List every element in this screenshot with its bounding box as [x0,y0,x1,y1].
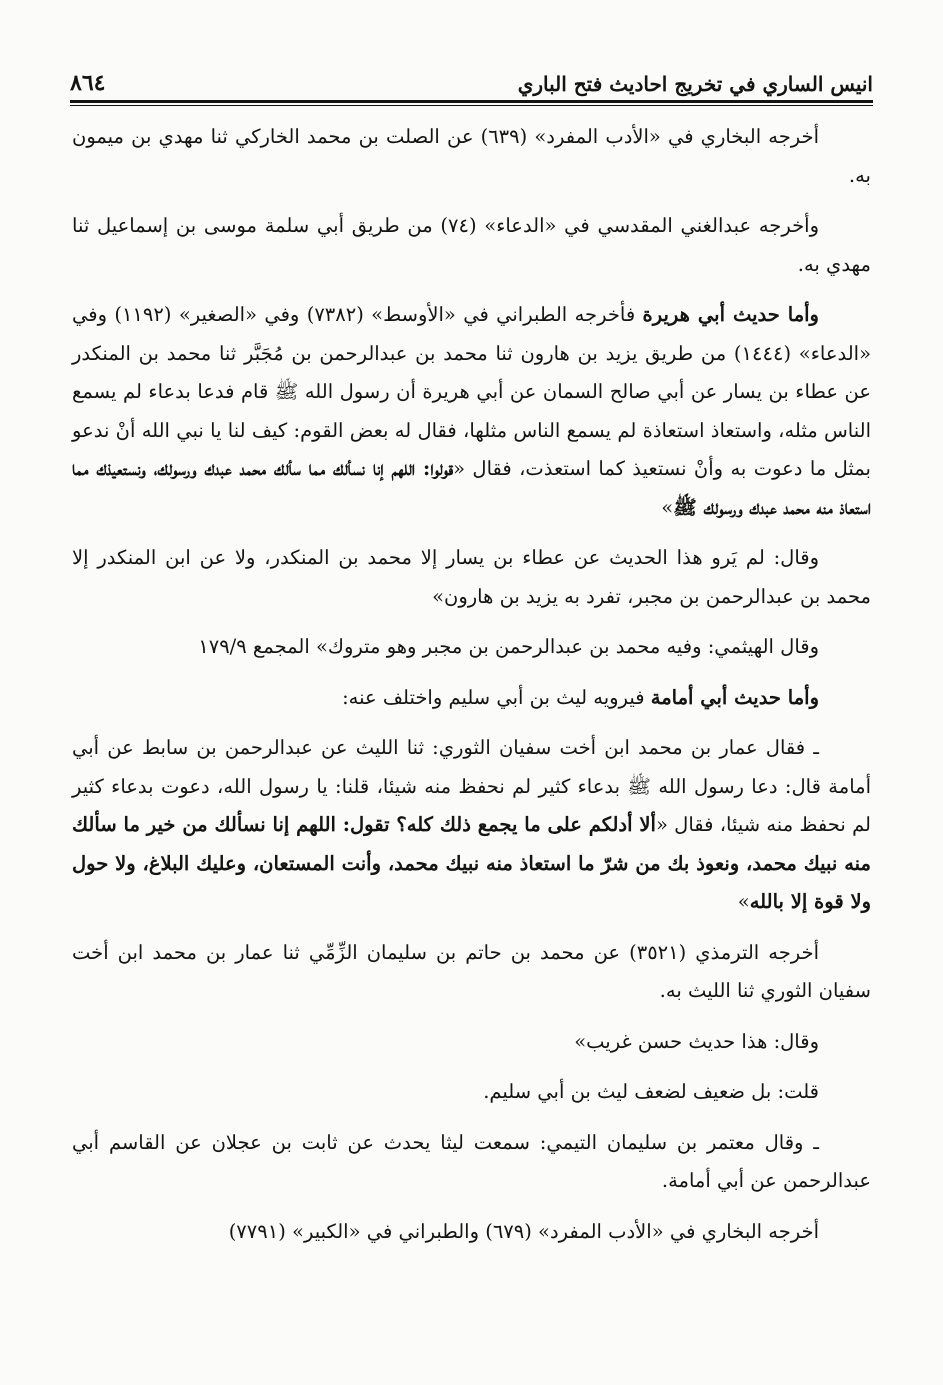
text-segment: وأخرجه عبدالغني المقدسي في «الدعاء» (٧٤) من طريق أبي سلمة موسى بن إسماعيل ثنا مهدي به. [72,214,871,276]
bold-text: ألا أدلكم على ما يجمع ذلك كله؟ تقول: اللهم إنا نسألك من خير ما سألك منه نبيك محمد، ونعوذ بك من شرّ ما استعاذ منه نبيك محمد، وأنت المستعان، وعليك البلاغ، ولا حول ولا قوة إلا بالله [72,813,871,913]
bold-text: وأما حديث أبي أمامة [650,685,819,709]
bold-text: وأما حديث أبي هريرة [642,303,819,326]
page-header [70,56,873,96]
text-segment: قلت: بل ضعيف لضعف ليث بن أبي سليم. [483,1080,819,1103]
text-segment: وقال: لم يَرو هذا الحديث عن عطاء بن يسار إلا محمد بن المنكدر، ولا عن ابن المنكدر إلا محمد بن عبدالرحمن بن مجبر، تفرد به يزيد بن هارون» [72,546,871,608]
page-number: ٨٦٤ [70,70,106,96]
paragraph [72,207,871,284]
paragraph [72,729,871,922]
paragraph [72,1213,871,1252]
paragraph [72,934,871,1011]
header-rule-thin [70,105,873,106]
text-segment: فيرويه ليث بن أبي سليم واختلف عنه: [342,685,651,709]
header-rule-thick [70,100,873,103]
text-segment: ـ وقال معتمر بن سليمان التيمي: سمعت ليثا يحدث عن ثابت بن عجلان عن القاسم أبي عبدالرحمن عن أبي أمامة. [72,1130,871,1192]
text-segment: » [661,495,674,519]
page-body [72,118,871,1263]
paragraph [72,296,871,527]
paragraph [72,1124,871,1201]
text-segment: ـ فقال عمار بن محمد ابن أخت سفيان الثوري: ثنا الليث عن عبدالرحمن بن سابط عن أبي أمامة قال: دعا رسول الله ﷺ بدعاء كثير لم نحفظ منه شيئا، قلنا: يا رسول الله، دعوت بدعاء كثير لم نحفظ منه شيئا، فقال « [72,736,872,836]
text-segment: أخرجه البخاري في «الأدب المفرد» (٦٧٩) والطبراني في «الكبير» (٧٧٩١) [228,1219,819,1243]
bold-text: قولوا: اللهم إنا نسألك مما سألك محمد عبدك ورسولك، ونستعيذك مما استعاذ منه محمد عبدك ورسولك ﷺ [72,457,871,519]
paragraph [72,1023,871,1062]
paragraph [72,628,871,667]
paragraph [72,679,871,718]
text-segment: » [737,890,750,913]
text-segment: وقال: هذا حديث حسن غريب» [574,1029,819,1053]
text-segment: أخرجه الترمذي (٣٥٢١) عن محمد بن حاتم بن سليمان الزِّمِّي ثنا عمار بن محمد ابن أخت سفيان الثوري ثنا الليث به. [72,940,871,1002]
text-segment: أخرجه البخاري في «الأدب المفرد» (٦٣٩) عن الصلت بن محمد الخاركي ثنا مهدي بن ميمون به. [72,125,871,187]
paragraph [72,1073,871,1112]
text-segment: وقال الهيثمي: وفيه محمد بن عبدالرحمن بن مجبر وهو متروك» المجمع ١٧٩/٩ [198,635,819,658]
text-segment: فأخرجه الطبراني في «الأوسط» (٧٣٨٢) وفي «الصغير» (١١٩٢) وفي «الدعاء» (١٤٤٤) من طريق يزيد بن هارون ثنا محمد بن عبدالرحمن بن مُجَبَّر ثنا محمد بن المنكدر عن عطاء بن يسار عن أبي صالح السمان عن أبي هريرة أن رسول الله ﷺ قام فدعا بدعاء لم يسمع الناس مثله، واستعاذ استعاذة لم يسمع الناس مثلها، فقال له بعض القوم: كيف لنا يا نبي الله أنْ ندعو بمثل ما دعوت به وأنْ نستعيذ كما استعذت، فقال « [72,303,872,480]
paragraph [72,118,871,195]
running-title: انيس الساري في تخريج احاديث فتح الباري [517,72,873,96]
paragraph [72,539,871,616]
